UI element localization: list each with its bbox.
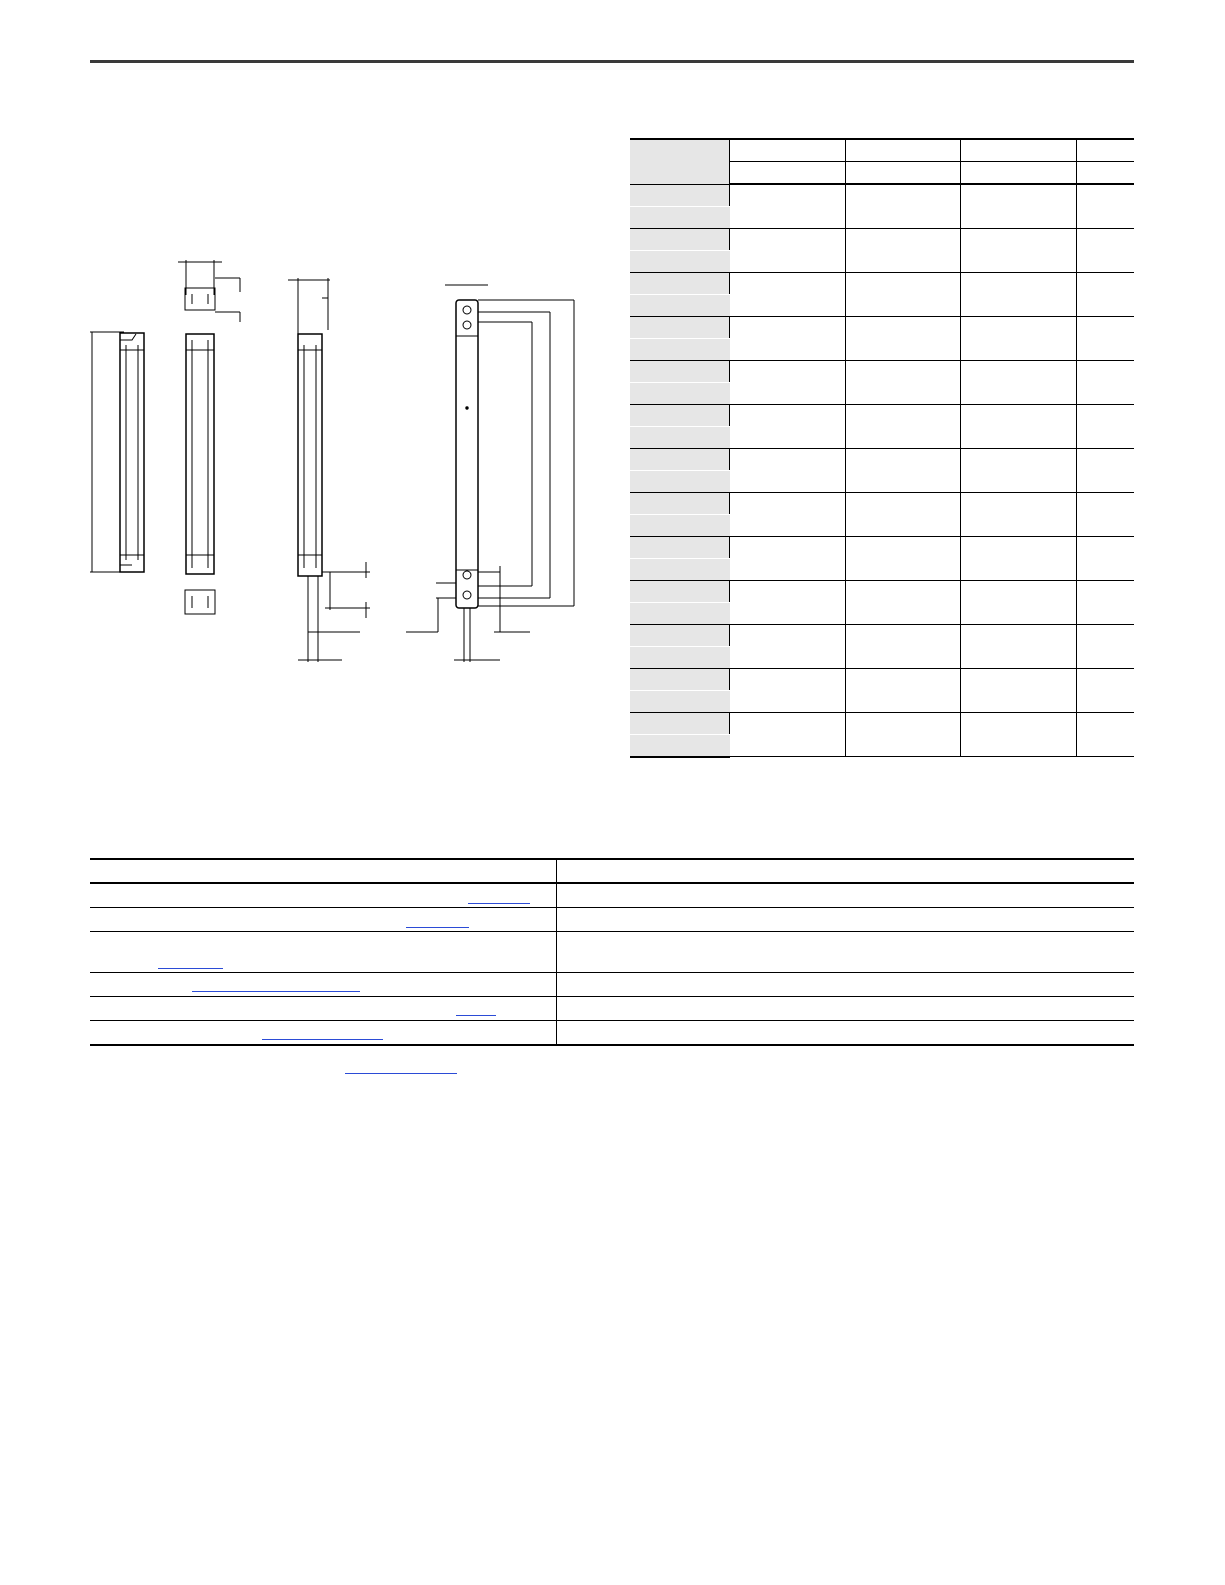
table-cell — [1076, 448, 1134, 492]
table-cell — [961, 492, 1077, 536]
table-cell — [845, 624, 961, 668]
table-cell — [1076, 316, 1134, 360]
reference-table — [90, 858, 1134, 1046]
side-view-1 — [90, 332, 144, 572]
table-row-label — [630, 272, 730, 294]
table-cell — [961, 580, 1077, 624]
footnote-link[interactable] — [345, 1073, 457, 1074]
table-cell — [1076, 184, 1134, 228]
ref-link[interactable] — [192, 991, 360, 992]
ref-row-right — [557, 1021, 1135, 1046]
ref-link[interactable] — [262, 1039, 383, 1040]
table-cell — [845, 536, 961, 580]
dimension-drawing — [80, 250, 600, 680]
table-cell — [845, 228, 961, 272]
table-row-label — [630, 492, 730, 514]
table-row-label — [630, 712, 730, 734]
ref-row-right — [557, 973, 1135, 997]
table-header-cell — [961, 139, 1077, 162]
table-row-label — [630, 184, 730, 206]
table-cell — [730, 712, 846, 757]
ref-row-right — [557, 932, 1135, 973]
table-cell — [730, 492, 846, 536]
table-cell — [730, 580, 846, 624]
table-row-label — [630, 360, 730, 382]
top-rule — [90, 60, 1134, 63]
table-header-unit — [1076, 162, 1134, 185]
table-cell — [845, 580, 961, 624]
table-row-sublabel — [630, 514, 730, 536]
table-header-cell — [1076, 139, 1134, 162]
table-cell — [730, 536, 846, 580]
table-cell — [1076, 668, 1134, 712]
ref-header-left — [90, 859, 557, 883]
table-row-label — [630, 228, 730, 250]
table-row-sublabel — [630, 470, 730, 492]
table-cell — [845, 668, 961, 712]
table-row-label — [630, 668, 730, 690]
table-row-sublabel — [630, 382, 730, 404]
table-row-label — [630, 448, 730, 470]
side-view-2 — [288, 278, 370, 662]
table-header-unit — [845, 162, 961, 185]
table-cell — [845, 712, 961, 757]
table-cell — [961, 404, 1077, 448]
ref-row-left — [90, 973, 557, 997]
table-cell — [730, 404, 846, 448]
table-row-sublabel — [630, 206, 730, 228]
end-view — [178, 260, 240, 614]
table-cell — [730, 316, 846, 360]
front-view — [406, 285, 574, 662]
table-cell — [961, 668, 1077, 712]
table-cell — [1076, 536, 1134, 580]
ref-row-left — [90, 883, 557, 908]
table-cell — [730, 668, 846, 712]
table-cell — [1076, 272, 1134, 316]
table-cell — [730, 360, 846, 404]
table-cell — [961, 624, 1077, 668]
table-cell — [1076, 712, 1134, 757]
table-row-label — [630, 536, 730, 558]
table-row-sublabel — [630, 558, 730, 580]
table-cell — [845, 448, 961, 492]
table-header-label — [630, 139, 730, 184]
table-cell — [845, 492, 961, 536]
table-cell — [961, 228, 1077, 272]
dimension-table — [630, 138, 1134, 758]
table-row-label — [630, 580, 730, 602]
table-cell — [961, 316, 1077, 360]
table-cell — [1076, 492, 1134, 536]
table-row-sublabel — [630, 294, 730, 316]
table-row-sublabel — [630, 338, 730, 360]
table-cell — [1076, 228, 1134, 272]
ref-row-left — [90, 932, 557, 973]
ref-row-left — [90, 1021, 557, 1046]
ref-header-right — [557, 859, 1135, 883]
table-cell — [961, 448, 1077, 492]
table-row-sublabel — [630, 734, 730, 757]
table-cell — [1076, 360, 1134, 404]
table-row-sublabel — [630, 426, 730, 448]
ref-row-left — [90, 908, 557, 932]
table-cell — [845, 316, 961, 360]
table-row-sublabel — [630, 250, 730, 272]
table-header-cell — [845, 139, 961, 162]
table-cell — [845, 360, 961, 404]
table-cell — [961, 272, 1077, 316]
ref-link[interactable] — [468, 903, 530, 904]
table-cell — [961, 360, 1077, 404]
table-cell — [961, 712, 1077, 757]
ref-link[interactable] — [456, 1015, 496, 1016]
ref-row-right — [557, 997, 1135, 1021]
ref-row-right — [557, 883, 1135, 908]
table-cell — [1076, 404, 1134, 448]
table-header-unit — [730, 162, 846, 185]
table-row-sublabel — [630, 646, 730, 668]
table-row-sublabel — [630, 602, 730, 624]
ref-row-right — [557, 908, 1135, 932]
ref-link[interactable] — [406, 927, 469, 928]
table-row-label — [630, 624, 730, 646]
ref-link[interactable] — [158, 968, 223, 969]
table-cell — [845, 404, 961, 448]
table-cell — [730, 624, 846, 668]
table-row-sublabel — [630, 690, 730, 712]
table-header-cell — [730, 139, 846, 162]
table-cell — [730, 184, 846, 228]
table-cell — [845, 184, 961, 228]
table-cell — [961, 536, 1077, 580]
table-cell — [730, 228, 846, 272]
table-cell — [845, 272, 961, 316]
table-cell — [730, 448, 846, 492]
table-cell — [1076, 624, 1134, 668]
table-cell — [730, 272, 846, 316]
table-cell — [961, 184, 1077, 228]
table-cell — [1076, 580, 1134, 624]
table-row-label — [630, 316, 730, 338]
table-header-unit — [961, 162, 1077, 185]
ref-row-left — [90, 997, 557, 1021]
table-row-label — [630, 404, 730, 426]
